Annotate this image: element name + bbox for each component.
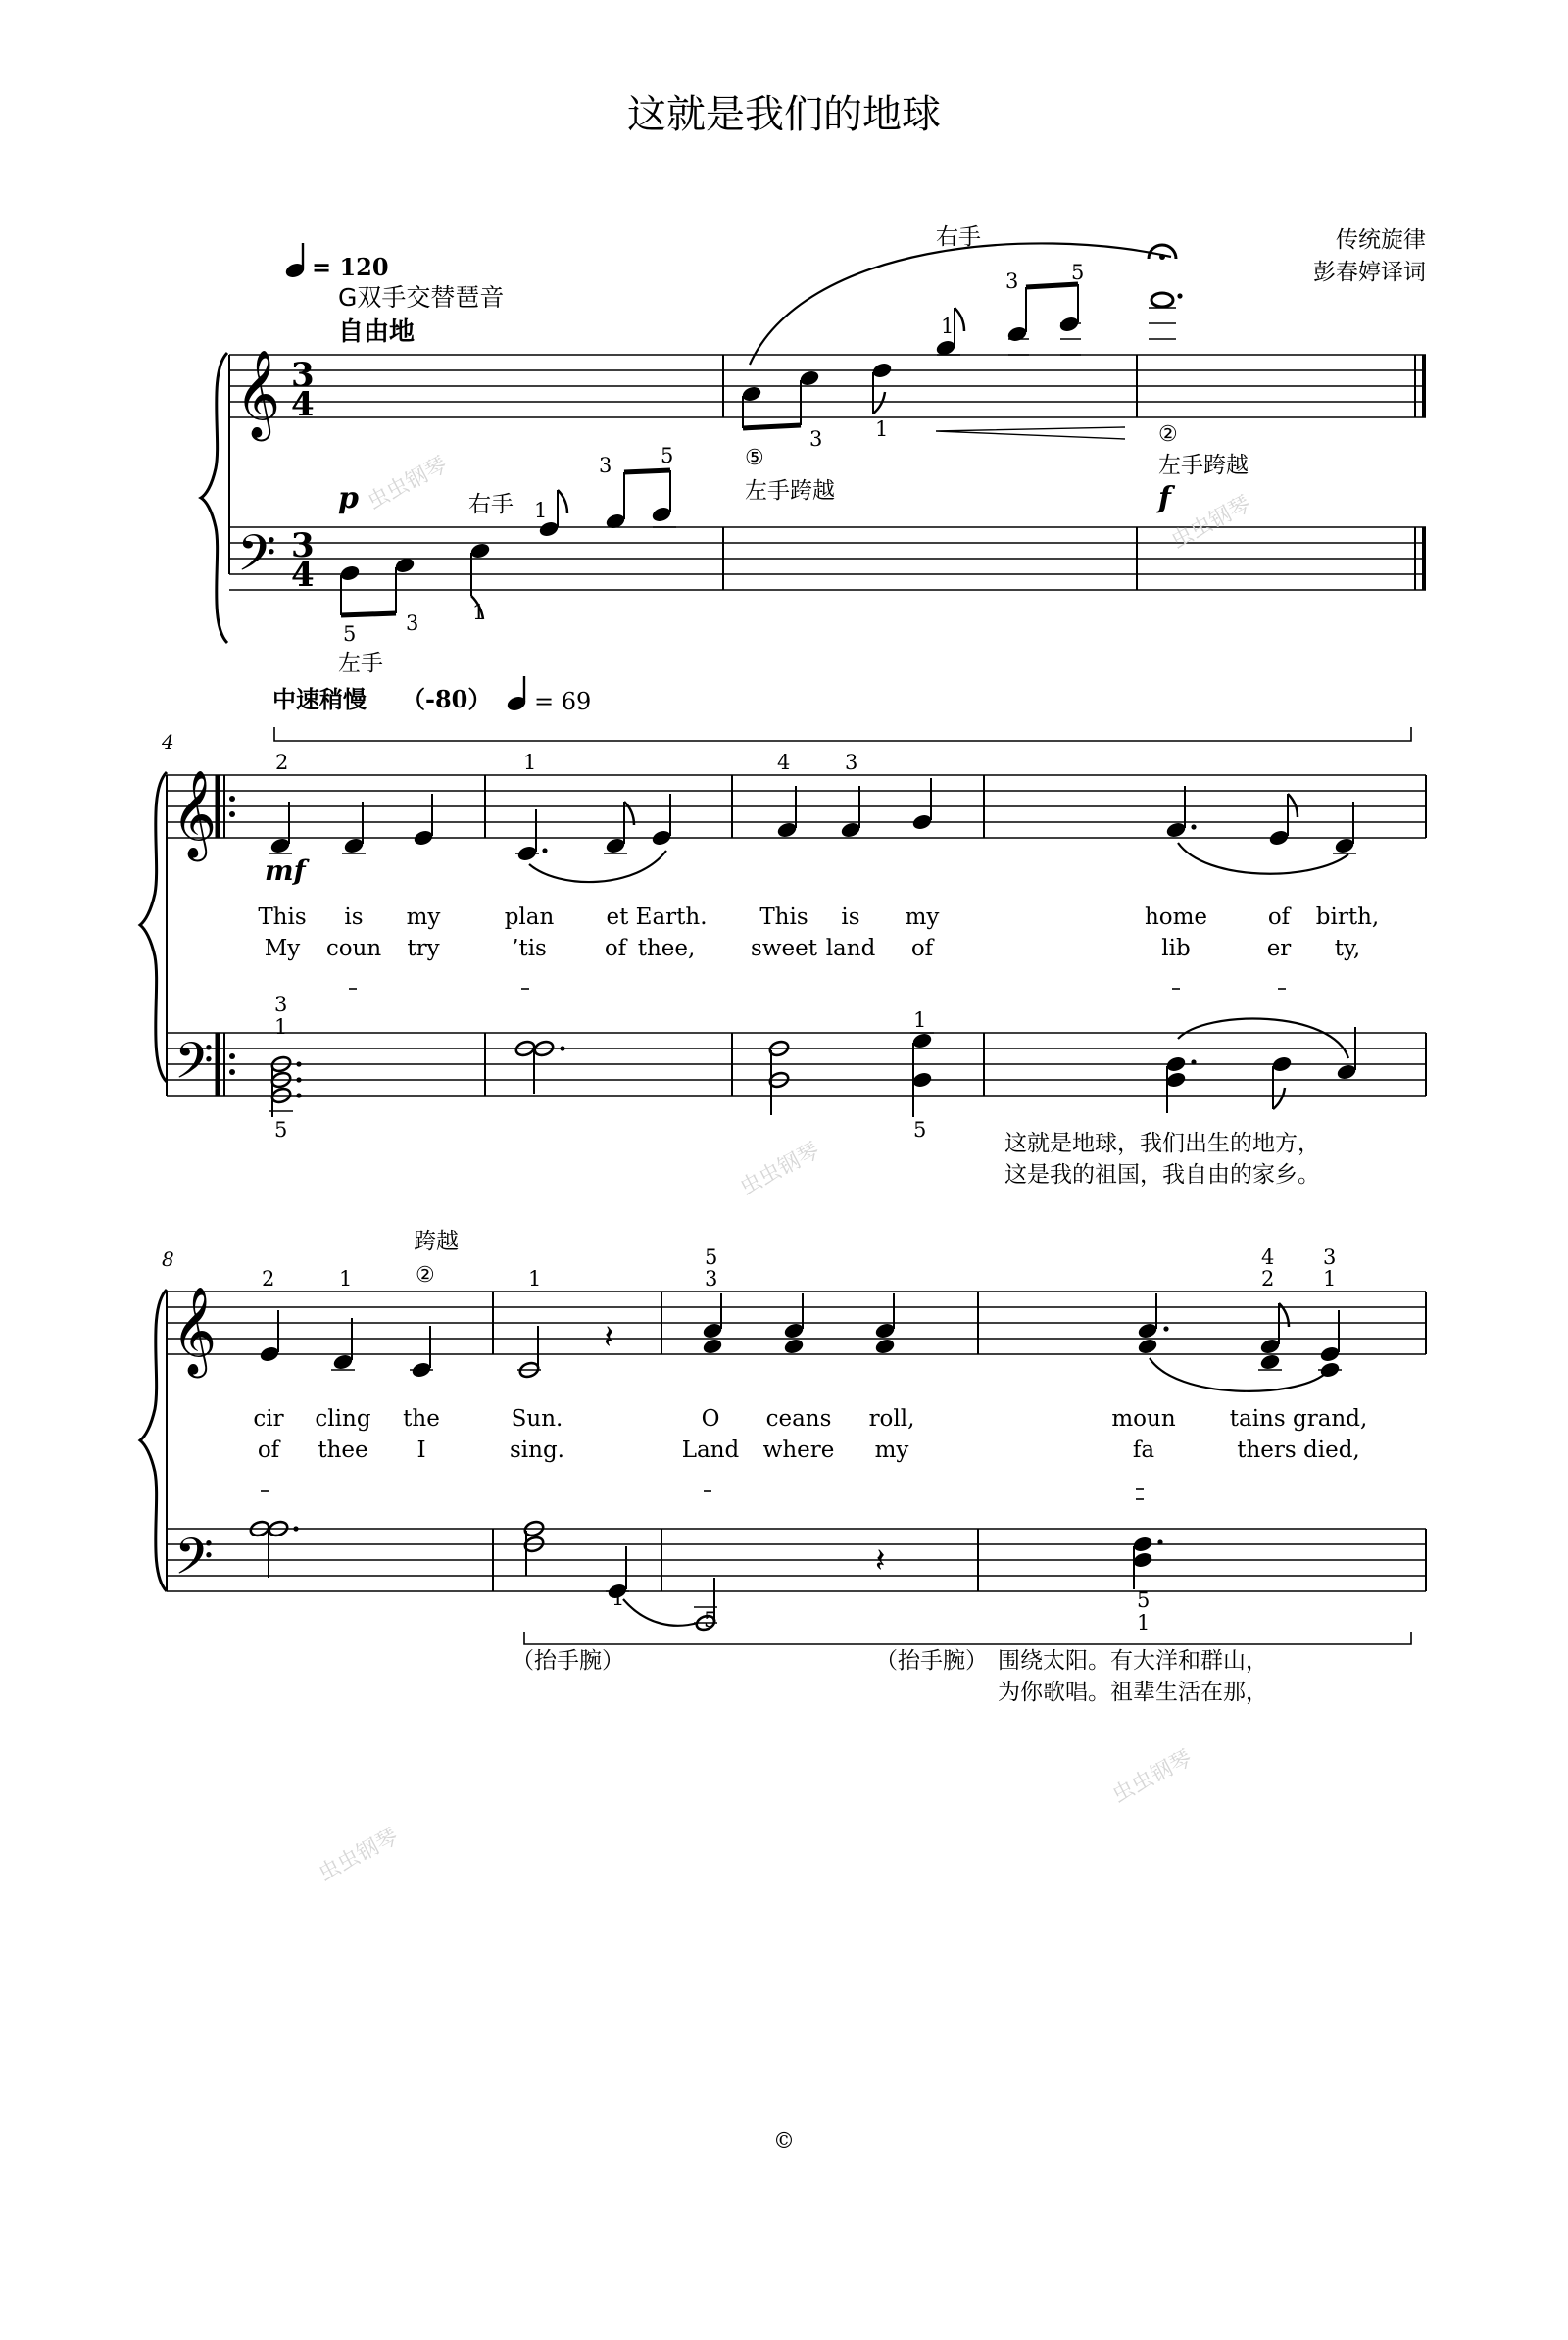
- finger-number: 5: [274, 1118, 288, 1142]
- treble-staff-1: [229, 355, 1426, 417]
- lyric-syllable: ty,: [1334, 936, 1361, 961]
- lyric-syllable: land: [825, 936, 876, 961]
- lyric-syllable: fa: [1132, 1438, 1155, 1463]
- finger-number: 1: [875, 417, 889, 441]
- lyric-syllable: thee: [318, 1438, 368, 1463]
- lyric-syllable: plan: [504, 904, 555, 930]
- chinese-lyrics-line-2: 为你歌唱。祖辈生活在那，: [998, 1680, 1268, 1705]
- tempo-value: = 120: [312, 253, 389, 281]
- cross-hand-label: 左手跨越: [1158, 453, 1249, 478]
- finger-number: 5: [661, 444, 674, 467]
- finger-number: 1: [913, 1008, 927, 1032]
- system-2: [140, 676, 1426, 1188]
- finger-number: 5: [913, 1118, 927, 1142]
- barlines-1: [723, 355, 1424, 590]
- left-hand-label: 左手: [338, 651, 383, 676]
- treble-notes-3: [259, 1293, 1342, 1391]
- watermark: 虫虫钢琴: [315, 1824, 403, 1887]
- finger-number: 3: [406, 611, 419, 635]
- lyric-syllable: birth,: [1315, 904, 1380, 930]
- bass-clef-icon: 𝄢: [174, 1527, 214, 1598]
- lyric-syllable: try: [407, 936, 440, 961]
- finger-number: 2: [1261, 1267, 1275, 1291]
- finger-number: 2: [262, 1267, 275, 1291]
- lyric-syllable: roll,: [868, 1406, 915, 1432]
- finger-number: 3: [1005, 269, 1019, 293]
- lyric-syllable: tains grand,: [1229, 1406, 1368, 1432]
- copyright: ©: [773, 2129, 795, 2154]
- lyric-syllable: is: [841, 904, 860, 930]
- wrist-bracket: [524, 1632, 1411, 1644]
- lyric-syllable: This: [760, 904, 808, 930]
- finger-number: 4: [777, 751, 791, 774]
- finger-number: 1: [523, 751, 537, 774]
- bass-clef-icon: 𝄢: [174, 1031, 214, 1102]
- lyric-syllable: This: [258, 904, 307, 930]
- time-sig-bass-num: 3: [291, 526, 315, 565]
- lyric-syllable: of: [257, 1438, 280, 1463]
- lyric-syllable: cir: [253, 1406, 284, 1432]
- right-hand-label-top: 右手: [936, 224, 981, 250]
- grand-staff-brace: [140, 1290, 167, 1591]
- tempo-bracket: [274, 727, 1411, 741]
- finger-number: 5: [705, 1245, 718, 1269]
- lyric-syllable: thee,: [637, 936, 696, 961]
- circled-finger: ②: [416, 1263, 435, 1288]
- lyric-syllable: O: [701, 1406, 720, 1432]
- lyric-syllable: the: [403, 1406, 440, 1432]
- lyric-syllable: lib: [1161, 936, 1191, 961]
- finger-number: 3: [1323, 1245, 1337, 1269]
- finger-number: 1: [339, 1267, 353, 1291]
- system-1: [201, 224, 1426, 676]
- bass-clef-icon: 𝄢: [237, 523, 276, 595]
- tempo-marking: [284, 243, 389, 281]
- bass-staff-1: [229, 527, 1426, 590]
- finger-number: 5: [704, 1608, 717, 1632]
- watermark: 虫虫钢琴: [364, 452, 452, 515]
- watermark: 虫虫钢琴: [1167, 491, 1255, 555]
- lyric-syllable: ’tis: [512, 936, 547, 961]
- lyrics-verse-1: [253, 1406, 1367, 1432]
- finger-number: 1: [534, 499, 548, 522]
- time-sig-bass-den: 4: [291, 556, 315, 595]
- finger-number: 1: [612, 1586, 625, 1610]
- lyric-syllable: er: [1266, 936, 1292, 961]
- finger-number: 1: [1323, 1267, 1337, 1291]
- cross-hand-label: 左手跨越: [745, 478, 835, 504]
- finger-number: 1: [472, 601, 486, 624]
- finger-number: 5: [1071, 261, 1085, 284]
- treble-clef-icon: 𝄞: [172, 1287, 218, 1375]
- time-sig-top-den: 4: [291, 385, 315, 424]
- finger-number: 1: [528, 1267, 542, 1291]
- finger-number: 3: [274, 993, 288, 1016]
- lyric-syllable: Land: [681, 1438, 740, 1463]
- finger-number: 3: [705, 1267, 718, 1291]
- bass-staff-2: [167, 1033, 1426, 1096]
- lyric-syllable: moun: [1111, 1406, 1176, 1432]
- wrist-label-1: （抬手腕）: [512, 1648, 624, 1674]
- chinese-lyrics-line-2: 这是我的祖国，我自由的家乡。: [1004, 1162, 1320, 1188]
- lyric-syllable: sing.: [509, 1438, 565, 1463]
- lyric-syllable: of: [1267, 904, 1291, 930]
- tempo-text: 中速稍慢: [272, 686, 367, 713]
- lyric-syllable: et Earth.: [606, 904, 708, 930]
- finger-number: 3: [845, 751, 858, 774]
- finger-number: 1: [1137, 1611, 1151, 1634]
- finger-number: 5: [343, 622, 357, 646]
- lyric-hyphens: [261, 1489, 1144, 1499]
- lyric-syllable: Sun.: [511, 1406, 564, 1432]
- lyricist-credit: 彭春婷译词: [1313, 260, 1426, 285]
- lyric-syllable: of: [910, 936, 934, 961]
- finger-number: 4: [1261, 1245, 1275, 1269]
- lyric-syllable: of: [604, 936, 627, 961]
- circled-finger: ②: [1158, 422, 1178, 447]
- lyric-syllable: where: [762, 1438, 835, 1463]
- finger-number: 2: [275, 751, 289, 774]
- technique-label: G双手交替琶音: [338, 283, 505, 312]
- treble-clef-icon: 𝄞: [235, 350, 281, 438]
- chinese-lyrics-line-1: 围绕太阳。有大洋和群山，: [998, 1648, 1268, 1674]
- right-hand-label-bass: 右手: [468, 492, 514, 517]
- measure-number: 4: [162, 730, 174, 754]
- system-3: [140, 1229, 1426, 1705]
- finger-number: 3: [599, 454, 612, 477]
- tempo-value: = 69: [534, 688, 592, 715]
- finger-number: 3: [809, 427, 823, 451]
- lyric-syllable: thers died,: [1237, 1438, 1360, 1463]
- bass-staff-3: [167, 1529, 1426, 1591]
- wrist-label-2: （抬手腕）: [875, 1648, 988, 1674]
- lyric-syllable: my: [874, 1438, 909, 1463]
- treble-arpeggio-m2: [741, 243, 1171, 439]
- quarter-rest-icon: 𝄽: [604, 1318, 614, 1357]
- lyric-syllable: is: [344, 904, 364, 930]
- lyrics-verse-1: [258, 904, 1379, 930]
- circled-finger: ⑤: [745, 446, 764, 470]
- lyrics-verse-2: [258, 1438, 1360, 1463]
- cross-label: 跨越: [414, 1229, 459, 1254]
- treble-notes-2: [269, 778, 1356, 882]
- grand-staff-brace: [201, 353, 227, 643]
- treble-clef-icon: 𝄞: [172, 770, 218, 858]
- tempo-paren: （-80）: [402, 685, 492, 713]
- dynamic-mf: mf: [265, 854, 306, 887]
- dynamic-f: f: [1158, 481, 1171, 515]
- melody-credit: 传统旋律: [1336, 227, 1426, 253]
- lyric-syllable: sweet: [751, 936, 817, 961]
- finger-number: 1: [941, 315, 955, 338]
- dynamic-p: p: [338, 481, 359, 515]
- lyric-syllable: coun: [325, 936, 382, 961]
- watermark: 虫虫钢琴: [736, 1138, 824, 1201]
- lyrics-verse-2: [265, 936, 1361, 961]
- lyric-syllable: my: [905, 904, 940, 930]
- lyric-syllable: I: [416, 1438, 426, 1463]
- style-label: 自由地: [338, 317, 416, 347]
- fingering-bass-3: [612, 1586, 1150, 1634]
- chinese-lyrics-line-1: 这就是地球，我们出生的地方，: [1004, 1131, 1320, 1156]
- time-sig-top-num: 3: [291, 356, 315, 395]
- lyric-syllable: My: [264, 936, 301, 961]
- tempo-marking-2: [272, 676, 591, 715]
- lyric-syllable: my: [406, 904, 441, 930]
- lyric-syllable: cling: [315, 1406, 371, 1432]
- lyric-syllable: home: [1144, 904, 1208, 930]
- grand-staff-brace: [140, 772, 167, 1082]
- finger-number: 1: [274, 1015, 288, 1039]
- watermark: 虫虫钢琴: [1108, 1745, 1197, 1809]
- page-title: 这就是我们的地球: [627, 92, 941, 137]
- finger-number: 5: [1137, 1588, 1151, 1612]
- measure-number: 8: [162, 1247, 174, 1271]
- treble-whole-m3: [1149, 245, 1183, 339]
- lyric-syllable: ceans: [765, 1406, 832, 1432]
- quarter-rest-icon: 𝄽: [875, 1541, 886, 1581]
